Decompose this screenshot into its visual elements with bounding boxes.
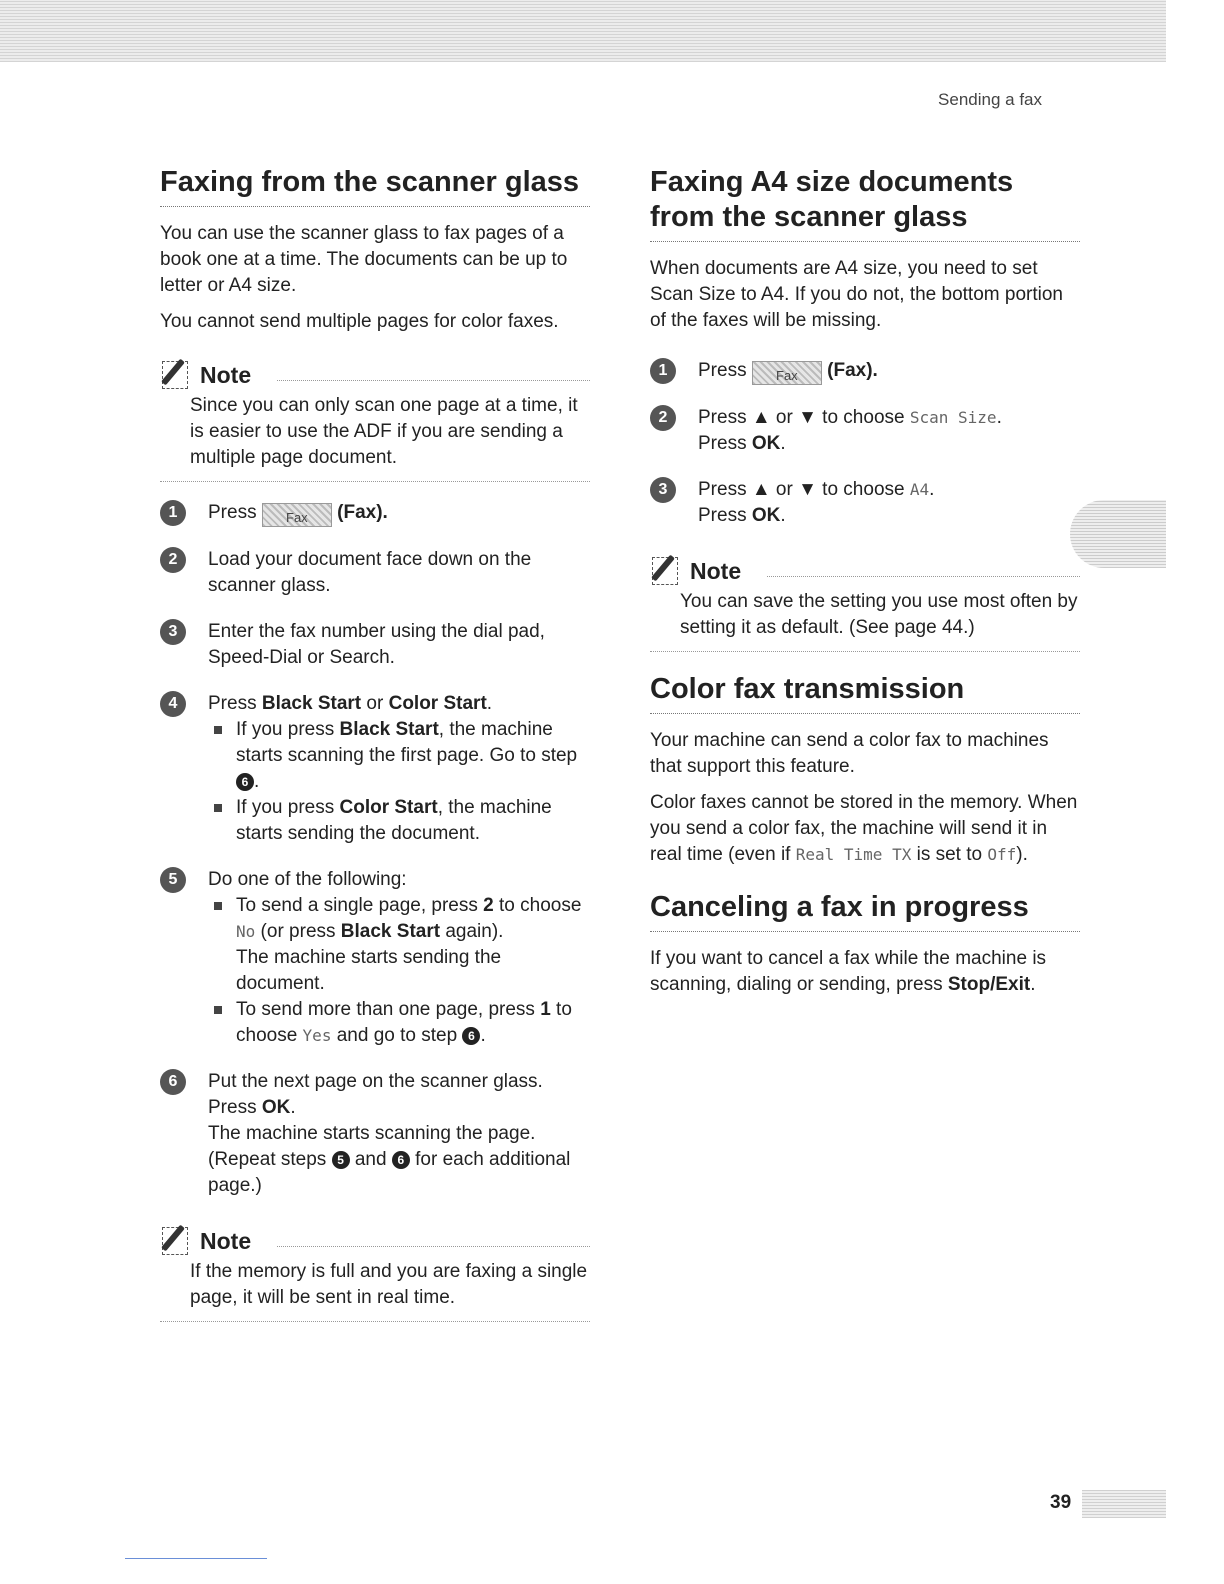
bullet-item: To send more than one page, press 1 to choose Yes and go to step 6 . [214, 997, 590, 1049]
paragraph: If you want to cancel a fax while the machine is scanning, dialing or sending, press Stop/Exit. [650, 948, 1047, 995]
note-body: Since you can only scan one page at a time, it is easier to use the ADF if you are sending a multiple page document. [190, 395, 578, 468]
paragraph: When documents are A4 size, you need to set Scan Size to A4. If you do not, the bottom portion of the faxes will be missing. [650, 258, 1063, 331]
header-band [0, 0, 1166, 62]
step-number-icon: 1 [160, 500, 186, 526]
fax-button-icon: Fax [262, 503, 332, 527]
note-pencil-icon [160, 355, 198, 389]
step-6: 6 Put the next page on the scanner glass. Press OK. The machine starts scanning the page. (Repeat steps 5 and 6 for each additional page.) [160, 1069, 590, 1199]
bullet-icon [214, 726, 222, 734]
note-box [650, 549, 1080, 652]
note-box [160, 1219, 590, 1322]
step-ref-icon: 6 [236, 773, 254, 791]
bullet-item: To send a single page, press 2 to choose No (or press Black Start again). The machine starts sending the document. [214, 893, 590, 997]
step-number-icon: 3 [650, 477, 676, 503]
section-title: Color fax transmission [650, 673, 965, 705]
title-rule [160, 206, 590, 207]
step-number-icon: 5 [160, 867, 186, 893]
step-1: 1 Press Fax (Fax). [160, 500, 590, 527]
paragraph: Your machine can send a color fax to machines that support this feature. [650, 730, 1049, 777]
step-ref-icon: 6 [392, 1151, 410, 1169]
bullet-item: If you press Black Start, the machine starts scanning the first page. Go to step 6 . [214, 717, 590, 795]
note-box [160, 353, 590, 482]
step-2: 2 Load your document face down on the scanner glass. [160, 547, 590, 599]
note-pencil-icon [650, 551, 688, 585]
bullet-item: If you press Color Start, the machine starts sending the document. [214, 795, 590, 847]
note-pencil-icon [160, 1221, 198, 1255]
note-body: You can save the setting you use most often by setting it as default. (See page 44.) [680, 591, 1078, 638]
title-rule [650, 713, 1080, 714]
step-number-icon: 2 [650, 405, 676, 431]
section-title: Faxing A4 size documents from the scanner glass [650, 166, 1014, 233]
paragraph: You can use the scanner glass to fax pages of a book one at a time. The documents can be up to letter or A4 size. [160, 223, 568, 296]
bullet-icon [214, 902, 222, 910]
step-number-icon: 4 [160, 691, 186, 717]
step-number-icon: 2 [160, 547, 186, 573]
fax-button-icon: Fax [752, 361, 822, 385]
section-title: Canceling a fax in progress [650, 891, 1029, 923]
step-4: 4 Press Black Start or Color Start. If you press Black Start, the machine starts scanning the first page. Go to step 6 . If you press Color Start, the machine starts sending the document. [160, 691, 590, 847]
step-1: 1 Press Fax (Fax). [650, 358, 1080, 385]
running-title: Sending a fax [938, 90, 1042, 109]
title-rule [650, 931, 1080, 932]
bottom-rule [125, 1558, 267, 1559]
title-rule [650, 241, 1080, 242]
step-ref-icon: 6 [462, 1027, 480, 1045]
step-3: 3 Enter the fax number using the dial pad, Speed-Dial or Search. [160, 619, 590, 671]
note-title: Note [200, 1228, 252, 1254]
step-number-icon: 6 [160, 1069, 186, 1095]
bullet-icon [214, 1006, 222, 1014]
right-column [650, 165, 1080, 1008]
section-title: Faxing from the scanner glass [160, 166, 580, 198]
page-number: 39 [1050, 1492, 1072, 1513]
note-body: If the memory is full and you are faxing a single page, it will be sent in real time. [190, 1261, 588, 1308]
note-title: Note [200, 362, 252, 388]
paragraph: You cannot send multiple pages for color faxes. [160, 311, 559, 332]
step-5: 5 Do one of the following: To send a single page, press 2 to choose No (or press Black Start again). The machine starts sending the document. To send more than one page, press 1 to choose Yes and go to step 6 . [160, 867, 590, 1049]
step-number-icon: 1 [650, 358, 676, 384]
step-ref-icon: 5 [332, 1151, 350, 1169]
chapter-tab [1070, 500, 1166, 568]
paragraph: Color faxes cannot be stored in the memory. When you send a color fax, the machine will send it in real time (even if Real Time TX is set to Off). [650, 792, 1078, 865]
left-column [160, 165, 590, 1340]
step-2: 2 Press ▲ or ▼ to choose Scan Size. Press OK. [650, 405, 1080, 457]
bullet-icon [214, 804, 222, 812]
step-3: 3 Press ▲ or ▼ to choose A4. Press OK. [650, 477, 1080, 529]
page-thumb-tab [1082, 1490, 1166, 1518]
note-title: Note [690, 558, 742, 584]
step-number-icon: 3 [160, 619, 186, 645]
